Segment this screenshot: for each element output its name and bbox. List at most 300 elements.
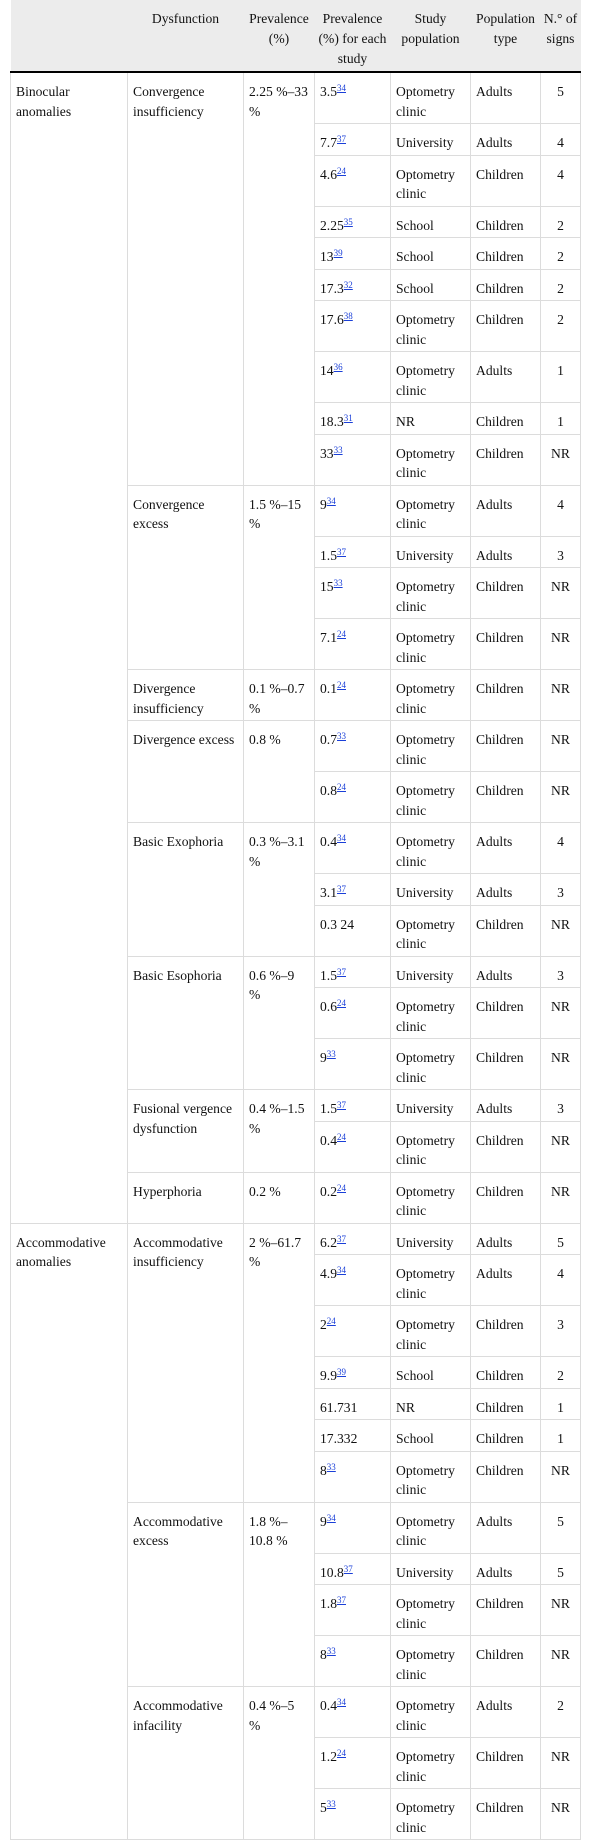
study-prevalence-cell	[315, 1090, 391, 1122]
reference-superscript	[337, 1697, 346, 1707]
reference-link[interactable]: 33	[333, 578, 343, 588]
study-population-cell: University	[391, 1553, 471, 1585]
dysfunction-name-cell: Hyperphoria	[128, 1172, 244, 1223]
study-population-cell: Optometry clinic	[391, 1738, 471, 1789]
study-prevalence-value: 5	[320, 1800, 327, 1815]
population-type-cell: Children	[471, 1388, 541, 1420]
prevalence-range-cell: 0.6 %–9 %	[244, 956, 315, 1090]
dysfunction-name-cell: Accommodative insufficiency	[128, 1223, 244, 1502]
study-population-cell: Optometry clinic	[391, 1306, 471, 1357]
study-prevalence-value: 0.1	[320, 681, 337, 696]
study-prevalence-cell	[315, 670, 391, 721]
study-prevalence-cell	[315, 1553, 391, 1585]
study-population-cell: NR	[391, 403, 471, 435]
study-population-cell: Optometry clinic	[391, 1255, 471, 1306]
population-type-cell: Children	[471, 206, 541, 238]
reference-superscript	[337, 1367, 346, 1377]
study-prevalence-cell	[315, 1223, 391, 1255]
reference-superscript	[337, 1595, 346, 1605]
population-type-cell: Children	[471, 619, 541, 670]
study-population-cell: University	[391, 1223, 471, 1255]
study-prevalence-cell	[315, 1636, 391, 1687]
number-of-signs-cell: NR	[541, 1789, 581, 1840]
reference-link[interactable]: 24	[337, 1131, 346, 1142]
number-of-signs-cell: NR	[541, 1636, 581, 1687]
study-prevalence-value: 7.7	[320, 135, 337, 150]
number-of-signs-cell: 4	[541, 155, 581, 206]
study-population-cell: School	[391, 206, 471, 238]
study-prevalence-cell	[315, 155, 391, 206]
number-of-signs-cell: 1	[541, 403, 581, 435]
reference-superscript	[327, 1646, 336, 1656]
population-type-cell: Children	[471, 403, 541, 435]
study-population-cell: Optometry clinic	[391, 485, 471, 536]
study-prevalence-cell	[315, 956, 391, 988]
study-prevalence-value: 9	[320, 496, 327, 512]
study-prevalence-cell	[315, 1306, 391, 1357]
population-type-cell: Children	[471, 1420, 541, 1452]
header-prevalence: Prevalence (%)	[244, 0, 315, 72]
population-type-cell: Children	[471, 568, 541, 619]
reference-link[interactable]: 37	[337, 884, 346, 894]
study-prevalence-value: 2	[320, 1317, 327, 1332]
reference-superscript	[334, 362, 343, 372]
study-prevalence-cell	[315, 823, 391, 874]
reference-link[interactable]: 31	[343, 413, 353, 423]
reference-link[interactable]: 33	[337, 731, 346, 741]
study-prevalence-cell	[315, 1172, 391, 1223]
dysfunction-name-cell: Convergence insufficiency	[128, 72, 244, 485]
reference-superscript	[337, 1265, 346, 1275]
study-prevalence-value: 15	[320, 579, 334, 594]
number-of-signs-cell: NR	[541, 670, 581, 721]
prevalence-range-cell: 1.8 %–10.8 %	[244, 1502, 315, 1687]
number-of-signs-cell: 3	[541, 1306, 581, 1357]
number-of-signs-cell: 3	[541, 536, 581, 568]
study-prevalence-cell	[315, 536, 391, 568]
study-prevalence-cell	[315, 124, 391, 156]
number-of-signs-cell: 3	[541, 874, 581, 906]
study-population-cell: School	[391, 1357, 471, 1389]
study-population-cell: Optometry clinic	[391, 905, 471, 956]
reference-superscript	[337, 134, 346, 144]
study-population-cell: School	[391, 269, 471, 301]
reference-superscript	[327, 1316, 336, 1326]
reference-superscript	[337, 629, 346, 639]
population-type-cell: Children	[471, 155, 541, 206]
number-of-signs-cell: 5	[541, 72, 581, 124]
population-type-cell: Adults	[471, 1090, 541, 1122]
population-type-cell: Children	[471, 721, 541, 772]
study-prevalence-cell	[315, 269, 391, 301]
study-prevalence-cell	[315, 568, 391, 619]
number-of-signs-cell: NR	[541, 1451, 581, 1502]
number-of-signs-cell: NR	[541, 619, 581, 670]
population-type-cell: Children	[471, 1172, 541, 1223]
study-prevalence-value: 2.25	[320, 217, 344, 233]
population-type-cell: Children	[471, 1738, 541, 1789]
table-body	[11, 72, 581, 1840]
study-prevalence-value: 3.1	[320, 885, 337, 900]
reference-superscript	[337, 833, 346, 843]
dysfunction-name-cell: Accommodative infacility	[128, 1687, 244, 1840]
reference-superscript	[337, 1132, 346, 1142]
study-population-cell: University	[391, 1090, 471, 1122]
study-prevalence-cell	[315, 238, 391, 270]
study-population-cell: University	[391, 874, 471, 906]
study-prevalence-value: 1.2	[320, 1749, 337, 1764]
reference-superscript	[337, 166, 346, 176]
reference-link[interactable]: 37	[343, 1563, 353, 1574]
study-prevalence-cell	[315, 772, 391, 823]
number-of-signs-cell: 5	[541, 1223, 581, 1255]
study-prevalence-value: 4.9	[320, 1266, 337, 1281]
reference-link[interactable]: 33	[326, 1646, 336, 1656]
population-type-cell: Adults	[471, 874, 541, 906]
reference-superscript	[344, 280, 353, 290]
number-of-signs-cell: NR	[541, 1121, 581, 1172]
dysfunction-name-cell: Fusional vergence dysfunction	[128, 1090, 244, 1173]
category-cell: Binocular anomalies	[11, 72, 128, 1223]
study-prevalence-cell	[315, 206, 391, 238]
reference-superscript	[337, 547, 346, 557]
study-population-cell: Optometry clinic	[391, 1121, 471, 1172]
dysfunction-name-cell: Accommodative excess	[128, 1502, 244, 1687]
dysfunction-name-cell: Basic Exophoria	[128, 823, 244, 957]
number-of-signs-cell: NR	[541, 434, 581, 485]
study-prevalence-value: 0.4	[320, 1132, 337, 1148]
population-type-cell: Adults	[471, 956, 541, 988]
study-population-cell: Optometry clinic	[391, 1172, 471, 1223]
prevalence-range-cell: 0.2 %	[244, 1172, 315, 1223]
reference-link[interactable]: 35	[343, 216, 353, 227]
population-type-cell: Adults	[471, 485, 541, 536]
study-prevalence-value: 9.9	[320, 1368, 337, 1383]
reference-superscript	[337, 680, 346, 690]
reference-link[interactable]: 37	[337, 1595, 346, 1605]
reference-link[interactable]: 24	[337, 165, 346, 176]
population-type-cell: Children	[471, 772, 541, 823]
study-population-cell: Optometry clinic	[391, 1687, 471, 1738]
reference-link[interactable]: 33	[326, 1461, 336, 1472]
prevalence-range-cell: 2 %–61.7 %	[244, 1223, 315, 1502]
study-population-cell: Optometry clinic	[391, 1039, 471, 1090]
table-row	[11, 1223, 581, 1255]
reference-link[interactable]: 34	[326, 495, 336, 506]
reference-superscript	[337, 782, 346, 792]
dysfunction-name-cell: Divergence excess	[128, 721, 244, 823]
study-population-cell: Optometry clinic	[391, 301, 471, 352]
study-population-cell: School	[391, 238, 471, 270]
number-of-signs-cell: 5	[541, 1553, 581, 1585]
study-prevalence-value: 0.2	[320, 1183, 337, 1199]
reference-link[interactable]: 24	[326, 1316, 336, 1326]
study-population-cell: NR	[391, 1388, 471, 1420]
population-type-cell: Children	[471, 905, 541, 956]
study-prevalence-cell	[315, 1687, 391, 1738]
study-prevalence-cell	[315, 1738, 391, 1789]
study-population-cell: University	[391, 956, 471, 988]
number-of-signs-cell: 4	[541, 1255, 581, 1306]
study-prevalence-value: 6.2	[320, 1234, 337, 1250]
reference-link[interactable]: 39	[333, 248, 343, 258]
population-type-cell: Children	[471, 1451, 541, 1502]
number-of-signs-cell: 2	[541, 301, 581, 352]
study-prevalence-value: 0.6	[320, 999, 337, 1014]
study-population-cell: Optometry clinic	[391, 1789, 471, 1840]
study-population-cell: Optometry clinic	[391, 72, 471, 124]
number-of-signs-cell: NR	[541, 1585, 581, 1636]
study-population-cell: Optometry clinic	[391, 155, 471, 206]
study-prevalence-cell	[315, 1451, 391, 1502]
number-of-signs-cell: 2	[541, 238, 581, 270]
reference-superscript	[327, 1799, 336, 1809]
study-prevalence-cell	[315, 721, 391, 772]
study-prevalence-value: 1.5	[320, 967, 337, 983]
study-population-cell: School	[391, 1420, 471, 1452]
study-population-cell: Optometry clinic	[391, 568, 471, 619]
population-type-cell: Children	[471, 238, 541, 270]
study-prevalence-value: 0.3 24	[320, 916, 354, 932]
study-population-cell: Optometry clinic	[391, 988, 471, 1039]
reference-link[interactable]: 33	[326, 1799, 336, 1809]
number-of-signs-cell: 3	[541, 956, 581, 988]
header-number-of-signs: N.° of signs	[541, 0, 581, 72]
study-population-cell: Optometry clinic	[391, 352, 471, 403]
study-prevalence-cell	[315, 1357, 391, 1389]
reference-link[interactable]: 39	[337, 1367, 346, 1377]
number-of-signs-cell: NR	[541, 1172, 581, 1223]
study-prevalence-cell	[315, 1420, 391, 1452]
population-type-cell: Children	[471, 988, 541, 1039]
number-of-signs-cell: NR	[541, 988, 581, 1039]
study-prevalence-value: 8	[320, 1647, 327, 1662]
reference-superscript	[337, 731, 346, 741]
study-population-cell: Optometry clinic	[391, 772, 471, 823]
reference-link[interactable]: 32	[343, 279, 353, 290]
study-prevalence-value: 17.332	[320, 1431, 358, 1446]
reference-link[interactable]: 34	[337, 833, 346, 843]
reference-superscript	[337, 1100, 346, 1110]
study-prevalence-value: 9	[320, 1513, 327, 1529]
number-of-signs-cell: 4	[541, 124, 581, 156]
population-type-cell: Adults	[471, 823, 541, 874]
study-population-cell: Optometry clinic	[391, 1451, 471, 1502]
reference-superscript	[337, 1234, 346, 1244]
study-prevalence-cell	[315, 434, 391, 485]
study-prevalence-value: 9	[320, 1050, 327, 1065]
population-type-cell: Adults	[471, 536, 541, 568]
population-type-cell: Adults	[471, 1255, 541, 1306]
prevalence-range-cell: 0.4 %–5 %	[244, 1687, 315, 1840]
population-type-cell: Adults	[471, 1553, 541, 1585]
reference-superscript	[344, 413, 353, 423]
study-prevalence-value: 10.8	[320, 1564, 344, 1580]
population-type-cell: Adults	[471, 1223, 541, 1255]
population-type-cell: Children	[471, 1585, 541, 1636]
study-prevalence-value: 18.3	[320, 414, 344, 429]
study-population-cell: Optometry clinic	[391, 670, 471, 721]
study-prevalence-value: 1.5	[320, 547, 337, 563]
study-prevalence-cell	[315, 619, 391, 670]
reference-link[interactable]: 24	[337, 782, 346, 792]
study-prevalence-cell	[315, 1039, 391, 1090]
study-prevalence-cell	[315, 988, 391, 1039]
header-population-type: Population type	[471, 0, 541, 72]
reference-link[interactable]: 37	[337, 546, 346, 557]
dysfunction-name-cell: Convergence excess	[128, 485, 244, 670]
header-category	[11, 0, 128, 72]
study-prevalence-cell	[315, 352, 391, 403]
study-prevalence-value: 0.7	[320, 732, 337, 747]
dysfunction-name-cell: Basic Esophoria	[128, 956, 244, 1090]
reference-link[interactable]: 34	[326, 1512, 336, 1523]
study-prevalence-value: 13	[320, 249, 334, 264]
reference-superscript	[337, 998, 346, 1008]
population-type-cell: Adults	[471, 72, 541, 124]
reference-link[interactable]: 38	[343, 311, 353, 321]
number-of-signs-cell: 2	[541, 269, 581, 301]
dysfunction-name-cell: Divergence insufficiency	[128, 670, 244, 721]
reference-superscript	[337, 1748, 346, 1758]
number-of-signs-cell: 3	[541, 1090, 581, 1122]
study-prevalence-value: 1.5	[320, 1101, 337, 1116]
header-study-population: Study population	[391, 0, 471, 72]
number-of-signs-cell: 5	[541, 1502, 581, 1553]
number-of-signs-cell: 2	[541, 1357, 581, 1389]
reference-superscript	[337, 967, 346, 977]
reference-link[interactable]: 24	[337, 680, 346, 690]
reference-link[interactable]: 34	[337, 1265, 346, 1275]
number-of-signs-cell: 2	[541, 1687, 581, 1738]
reference-link[interactable]: 24	[337, 1182, 346, 1193]
population-type-cell: Adults	[471, 352, 541, 403]
reference-superscript	[344, 311, 353, 321]
study-prevalence-value: 8	[320, 1462, 327, 1478]
header-dysfunction: Dysfunction	[128, 0, 244, 72]
prevalence-range-cell: 1.5 %–15 %	[244, 485, 315, 670]
study-population-cell: Optometry clinic	[391, 1636, 471, 1687]
study-prevalence-value: 61.731	[320, 1399, 358, 1415]
study-prevalence-value: 7.1	[320, 630, 337, 645]
prevalence-range-cell: 0.4 %–1.5 %	[244, 1090, 315, 1173]
number-of-signs-cell: NR	[541, 1039, 581, 1090]
prevalence-range-cell: 2.25 %–33 %	[244, 72, 315, 485]
number-of-signs-cell: 4	[541, 823, 581, 874]
number-of-signs-cell: NR	[541, 1738, 581, 1789]
study-prevalence-cell	[315, 874, 391, 906]
reference-superscript	[327, 1462, 336, 1472]
reference-link[interactable]: 24	[337, 1748, 346, 1758]
number-of-signs-cell: 1	[541, 352, 581, 403]
reference-link[interactable]: 37	[337, 134, 346, 144]
population-type-cell: Children	[471, 1306, 541, 1357]
reference-link[interactable]: 34	[337, 83, 346, 93]
study-prevalence-cell	[315, 1388, 391, 1420]
study-prevalence-value: 14	[320, 363, 334, 378]
reference-link[interactable]: 37	[337, 966, 346, 977]
prevalence-range-cell: 0.1 %–0.7 %	[244, 670, 315, 721]
reference-superscript	[327, 496, 336, 506]
table-header	[11, 0, 581, 72]
study-prevalence-value: 33	[320, 445, 334, 461]
table-row	[11, 72, 581, 124]
reference-link[interactable]: 36	[333, 362, 343, 372]
reference-superscript	[334, 445, 343, 455]
reference-link[interactable]: 24	[337, 629, 346, 639]
number-of-signs-cell: 4	[541, 485, 581, 536]
study-population-cell: Optometry clinic	[391, 1585, 471, 1636]
number-of-signs-cell: NR	[541, 721, 581, 772]
number-of-signs-cell: NR	[541, 772, 581, 823]
study-prevalence-cell	[315, 1502, 391, 1553]
study-prevalence-cell	[315, 485, 391, 536]
population-type-cell: Adults	[471, 1687, 541, 1738]
population-type-cell: Children	[471, 1357, 541, 1389]
reference-link[interactable]: 33	[333, 444, 343, 455]
reference-superscript	[337, 83, 346, 93]
study-population-cell: Optometry clinic	[391, 823, 471, 874]
study-prevalence-cell	[315, 905, 391, 956]
population-type-cell: Children	[471, 1636, 541, 1687]
study-prevalence-value: 0.8	[320, 783, 337, 798]
number-of-signs-cell: 1	[541, 1420, 581, 1452]
study-prevalence-cell	[315, 1121, 391, 1172]
reference-superscript	[334, 578, 343, 588]
study-population-cell: University	[391, 124, 471, 156]
reference-superscript	[334, 248, 343, 258]
study-prevalence-value: 0.4	[320, 834, 337, 849]
reference-superscript	[337, 884, 346, 894]
reference-superscript	[327, 1049, 336, 1059]
study-population-cell: Optometry clinic	[391, 434, 471, 485]
study-prevalence-value: 0.4	[320, 1698, 337, 1713]
population-type-cell: Children	[471, 434, 541, 485]
study-population-cell: Optometry clinic	[391, 1502, 471, 1553]
number-of-signs-cell: NR	[541, 568, 581, 619]
number-of-signs-cell: 2	[541, 206, 581, 238]
reference-superscript	[337, 1183, 346, 1193]
study-population-cell: Optometry clinic	[391, 619, 471, 670]
table-container	[10, 0, 580, 1840]
population-type-cell: Children	[471, 1789, 541, 1840]
number-of-signs-cell: NR	[541, 905, 581, 956]
study-population-cell: Optometry clinic	[391, 721, 471, 772]
reference-link[interactable]: 37	[337, 1233, 346, 1244]
reference-link[interactable]: 34	[337, 1697, 346, 1707]
header-row	[11, 0, 581, 72]
number-of-signs-cell: 1	[541, 1388, 581, 1420]
study-prevalence-cell	[315, 1255, 391, 1306]
population-type-cell: Children	[471, 269, 541, 301]
category-cell: Accommodative anomalies	[11, 1223, 128, 1840]
population-type-cell: Children	[471, 1039, 541, 1090]
header-prevalence-each-study: Prevalence (%) for each study	[315, 0, 391, 72]
reference-superscript	[327, 1513, 336, 1523]
population-type-cell: Children	[471, 670, 541, 721]
reference-link[interactable]: 24	[337, 998, 346, 1008]
prevalence-range-cell: 0.3 %–3.1 %	[244, 823, 315, 957]
reference-link[interactable]: 37	[337, 1100, 346, 1110]
study-prevalence-cell	[315, 403, 391, 435]
study-prevalence-cell	[315, 72, 391, 124]
study-prevalence-value: 17.6	[320, 312, 344, 327]
population-type-cell: Adults	[471, 124, 541, 156]
study-population-cell: University	[391, 536, 471, 568]
population-type-cell: Children	[471, 301, 541, 352]
prevalence-range-cell: 0.8 %	[244, 721, 315, 823]
reference-link[interactable]: 33	[326, 1049, 336, 1059]
